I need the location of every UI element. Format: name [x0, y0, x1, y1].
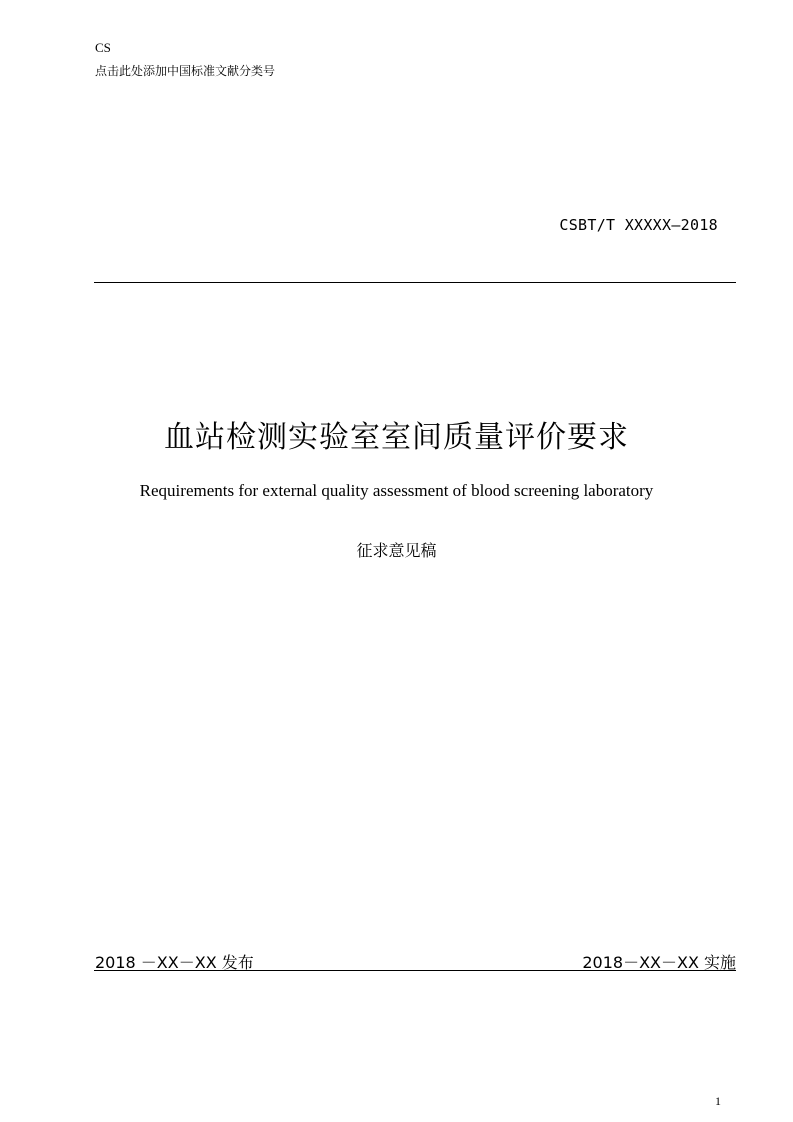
- document-title-english: Requirements for external quality assessment of blood screening laboratory: [139, 481, 654, 500]
- header-divider: [94, 282, 736, 283]
- standard-number: CSBT/T XXXXX—2018: [559, 216, 718, 234]
- draft-status: 征求意见稿: [356, 541, 437, 560]
- publish-date: 2018 －XX－XX 发布: [95, 953, 254, 972]
- classification-placeholder[interactable]: 点击此处添加中国标准文献分类号: [95, 64, 276, 78]
- document-title-chinese: 血站检测实验室室间质量评价要求: [164, 420, 629, 455]
- page-number: 1: [715, 1094, 721, 1108]
- footer-divider: [94, 970, 736, 971]
- cs-code: CS: [95, 40, 111, 55]
- implement-date: 2018－XX－XX 实施: [582, 953, 736, 972]
